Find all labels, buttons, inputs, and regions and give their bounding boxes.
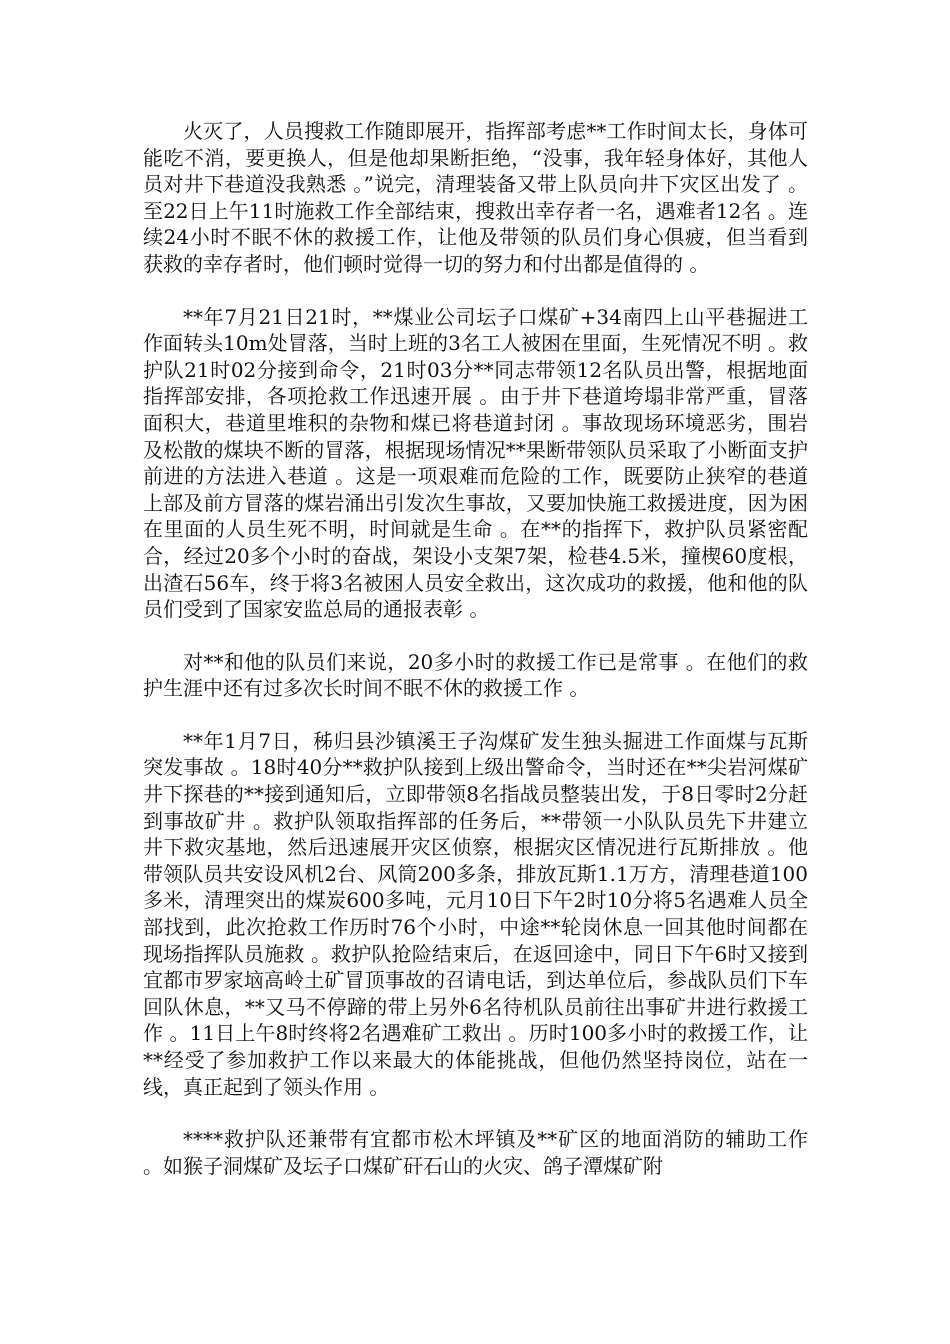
- paragraph-2: **年7月21日21时，**煤业公司坛子口煤矿+34南四上山平巷掘进工作面转头10m处冒落，当时上班的3名工人被困在里面，生死情况不明 。救护队21时02分接到命令，21时03分**同志带领12名队员出警，根据地面指挥部安排，各项抢救工作迅速开展 。由于井下巷道垮塌非常严重，冒落面积大，巷道里堆积的杂物和煤已将巷道封闭 。事故现场环境恶劣，围岩及松散的煤块不断的冒落，根据现场情况**果断带领队员采取了小断面支护前进的方法进入巷道 。这是一项艰难而危险的工作，既要防止狭窄的巷道上部及前方冒落的煤岩涌出引发次生事故，又要加快施工救援进度，因为困在里面的人员生死不明，时间就是生命 。在**的指挥下，救护队员紧密配合，经过20多个小时的奋战，架设小支架7架，检巷4.5米，撞楔60度根，出渣石56车，终于将3名被困人员安全救出，这次成功的救援，他和他的队员们受到了国家安监总局的通报表彰 。: [143, 304, 808, 622]
- paragraph-5: ****救护队还兼带有宜都市松木坪镇及**矿区的地面消防的辅助工作 。如猴子洞煤矿及坛子口煤矿矸石山的火灾、鸽子潭煤矿附: [143, 1127, 808, 1178]
- paragraph-1: 火灭了，人员搜救工作随即展开，指挥部考虑**工作时间太长，身体可能吃不消，要更换人，但是他却果断拒绝，“没事，我年轻身体好，其他人员对井下巷道没我熟悉 。”说完，清理装备又带上队员向井下灾区出发了 。至22日上午11时施救工作全部结束，搜救出幸存者一名，遇难者12名 。连续24小时不眠不休的救援工作，让他及带领的队员们身心俱疲，但当看到获救的幸存者时，他们顿时觉得一切的努力和付出都是值得的 。: [143, 119, 808, 276]
- paragraph-4: **年1月7日，秭归县沙镇溪王子沟煤矿发生独头掘进工作面煤与瓦斯突发事故 。18时40分**救护队接到上级出警命令，当时还在**尖岩河煤矿井下探巷的**接到通知后，立即带领8名指战员整装出发，于8日零时2分赶到事故矿井 。救护队领取指挥部的任务后，**带领一小队队员先下井建立井下救灾基地，然后迅速展开灾区侦察，根据灾区情况进行瓦斯排放 。他带领队员共安设风机2台、风筒200多条，排放瓦斯1.1万方，清理巷道100多米，清理突出的煤炭600多吨，元月10日下午2时10分将5名遇难人员全部找到，此次抢救工作历时76个小时，中途**轮岗休息一回其他时间都在现场指挥队员施救 。救护队抢险结束后，在返回途中，同日下午6时又接到宜都市罗家垴高岭土矿冒顶事故的召请电话，到达单位后，参战队员们下车回队休息，**又马不停蹄的带上另外6名待机队员前往出事矿井进行救援工作 。11日上午8时终将2名遇难矿工救出 。历时100多小时的救援工作，让**经受了参加救护工作以来最大的体能挑战，但他仍然坚持岗位，站在一线，真正起到了领头作用 。: [143, 728, 808, 1099]
- document-body: [143, 118, 808, 1205]
- paragraph-3: 对**和他的队员们来说，20多小时的救援工作已是常事 。在他们的救护生涯中还有过多次长时间不眠不休的救援工作 。: [143, 649, 808, 701]
